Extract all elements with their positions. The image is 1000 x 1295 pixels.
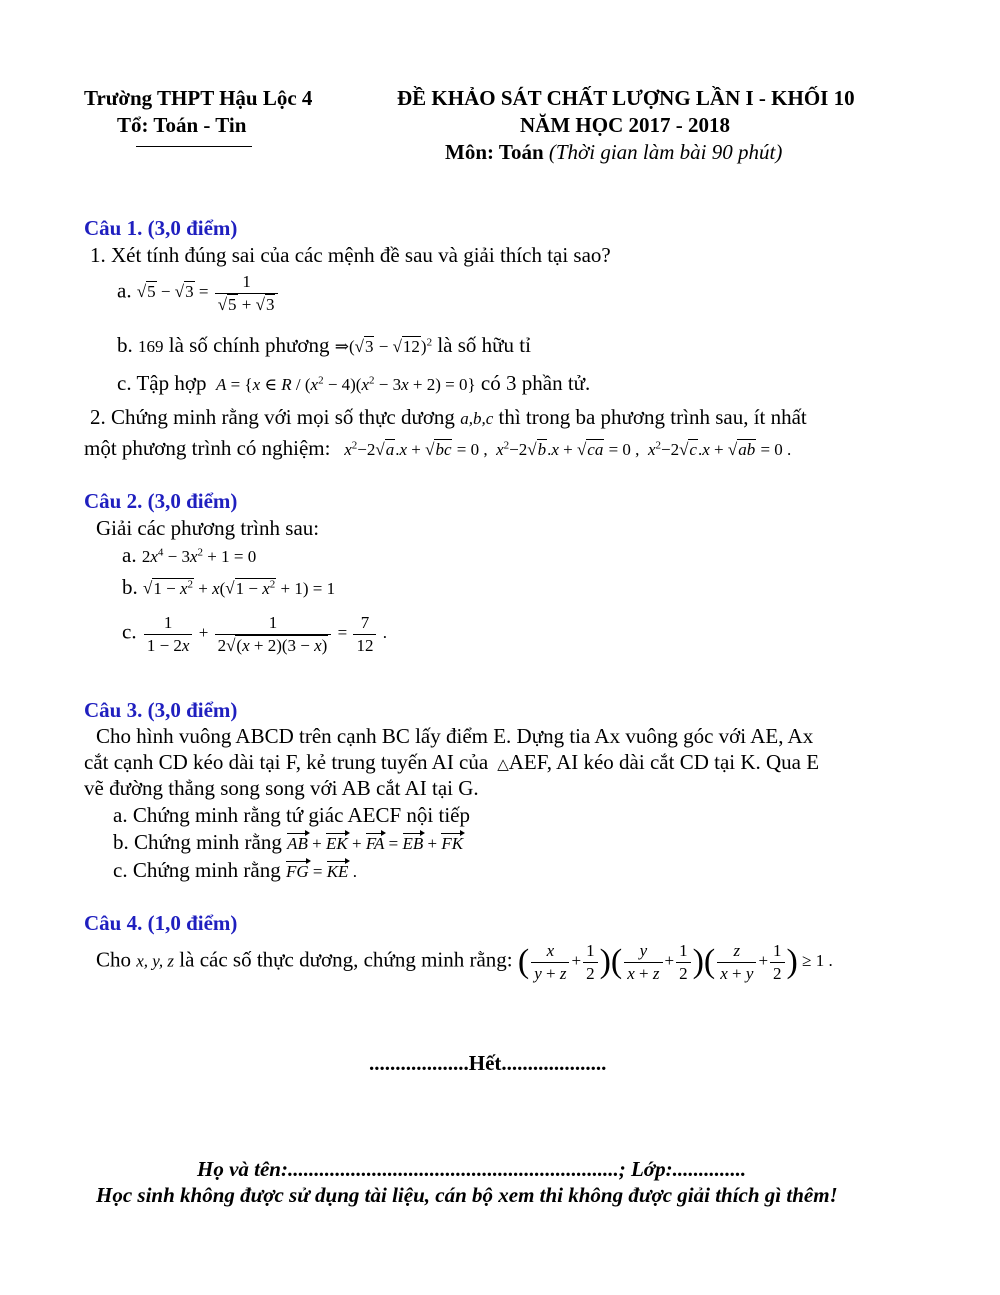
q1-a-formula: √5 − √3 = $\frac{1}{√5 + √3}$	[137, 282, 281, 301]
q2-intro: Giải các phương trình sau:	[96, 516, 320, 540]
q3-b	[113, 830, 463, 855]
name-class-line: Họ và tên:...............................................................; Lớp:..............	[197, 1157, 747, 1181]
q1-c-formula: A = {x ∈ $R / (x^2 - 4)(x^2 - 3x + 2) = 0$}	[215, 374, 476, 394]
exam-title: ĐỀ KHẢO SÁT CHẤT LƯỢNG LẦN I - KHỐI 10	[397, 86, 855, 110]
q2-b-formula: $√1 - x^2 + x(√1 - x^2 + 1) = 1$	[143, 578, 336, 598]
q1-c	[117, 371, 590, 396]
q3-line3: vẽ đường thẳng song song với AB cắt AI tại G.	[84, 776, 479, 800]
q1-b-formula: ⇒(√3 − √12)$^2$	[334, 336, 433, 356]
q3-line2b: AEF, AI kéo dài cắt CD tại K. Qua E	[508, 750, 820, 774]
school-year: NĂM HỌC 2017 - 2018	[520, 113, 730, 137]
q3-c	[113, 858, 357, 883]
duration: (Thời gian làm bài 90 phút)	[548, 140, 783, 164]
q1-b-label: b.	[117, 333, 133, 357]
triangle-symbol: △	[493, 757, 509, 773]
subject-line	[445, 140, 782, 165]
q4-text2: là các số thực dương, chứng minh rằng:	[179, 947, 513, 972]
q1-part2-line2	[84, 436, 791, 461]
q2-a-formula: $2x^4 - 3x^2 + 1 = 0$	[141, 546, 257, 566]
q2-b	[122, 575, 335, 600]
q1-b-text2: là số hữu tỉ	[437, 333, 531, 357]
q1-title: Câu 1. (3,0 điểm)	[84, 216, 238, 240]
q4-vars: x, y, z	[136, 951, 175, 971]
q3-c-formula: FG = KE .	[285, 862, 357, 881]
q2-b-label: b.	[122, 575, 138, 599]
q2-a-label: a.	[122, 543, 137, 567]
q2-c-formula: $\frac{1}{1 - 2x}$ + $\frac{1}{2√(x + 2)(3 - x)}$ = $\frac{7}{12}$ .	[142, 623, 387, 642]
q2-c	[122, 613, 387, 656]
department: Tổ: Toán - Tin	[117, 113, 247, 137]
q4-inequality: ( $\frac{x}{y + z}$ + $\frac{1}{2}$ )( $\frac{y}{x + z}$ + $\frac{1}{2}$ )( $\frac{z}{x + y}$ + $\frac{1}{2}$ ) ≥ 1 .	[517, 941, 833, 983]
q3-a: a. Chứng minh rằng tứ giác AECF nội tiếp	[113, 803, 470, 827]
q4-body	[96, 941, 833, 984]
q1-part2-text1: 2. Chứng minh rằng với mọi số thực dương	[90, 405, 455, 429]
q1-b-text1: là số chính phương	[168, 333, 330, 357]
q4-title: Câu 4. (1,0 điểm)	[84, 911, 238, 935]
q3-title: Câu 3. (3,0 điểm)	[84, 698, 238, 722]
exam-note: Học sinh không được sử dụng tài liệu, cán bộ xem thi không được giải thích gì thêm!	[96, 1183, 838, 1207]
q3-line2	[84, 750, 819, 775]
q1-part2	[90, 405, 807, 430]
q1-equations: $x^2-2√a.x + √bc = 0$ , $x^2-2√b.x + √ca = 0$ , $x^2-2√c.x + √ab = 0$ .	[344, 439, 792, 459]
q1-b-number: 169	[138, 337, 164, 356]
q1-a-label: a.	[117, 278, 132, 303]
q1-part1: 1. Xét tính đúng sai của các mệnh đề sau và giải thích tại sao?	[90, 243, 611, 267]
q1-b	[117, 333, 531, 358]
header-divider	[136, 146, 252, 147]
q1-part2-text2: thì trong ba phương trình sau, ít nhất	[498, 405, 807, 429]
q1-c-label: c. Tập hợp	[117, 371, 207, 395]
q4-text1: Cho	[96, 947, 132, 972]
q1-c-text: có 3 phần tử.	[480, 371, 591, 395]
q1-part2-line2-text: một phương trình có nghiệm:	[84, 436, 331, 460]
q1-part2-vars: a,b,c	[460, 409, 494, 428]
end-marker: ...................Hết....................	[369, 1051, 607, 1075]
q3-c-text: c. Chứng minh rằng	[113, 858, 281, 882]
school-name: Trường THPT Hậu Lộc 4	[84, 86, 313, 110]
q2-title: Câu 2. (3,0 điểm)	[84, 489, 238, 513]
q2-a	[122, 543, 256, 568]
q1-a	[117, 272, 280, 315]
q3-b-text: b. Chứng minh rằng	[113, 830, 282, 854]
q3-line2a: cắt cạnh CD kéo dài tại F, kẻ trung tuyến AI của	[84, 750, 489, 774]
q3-line1: Cho hình vuông ABCD trên cạnh BC lấy điểm E. Dựng tia Ax vuông góc với AE, Ax	[96, 724, 814, 748]
subject: Môn: Toán	[445, 140, 544, 164]
q3-b-formula: AB + EK + FA = EB + FK	[287, 834, 464, 853]
q2-c-label: c.	[122, 619, 137, 644]
